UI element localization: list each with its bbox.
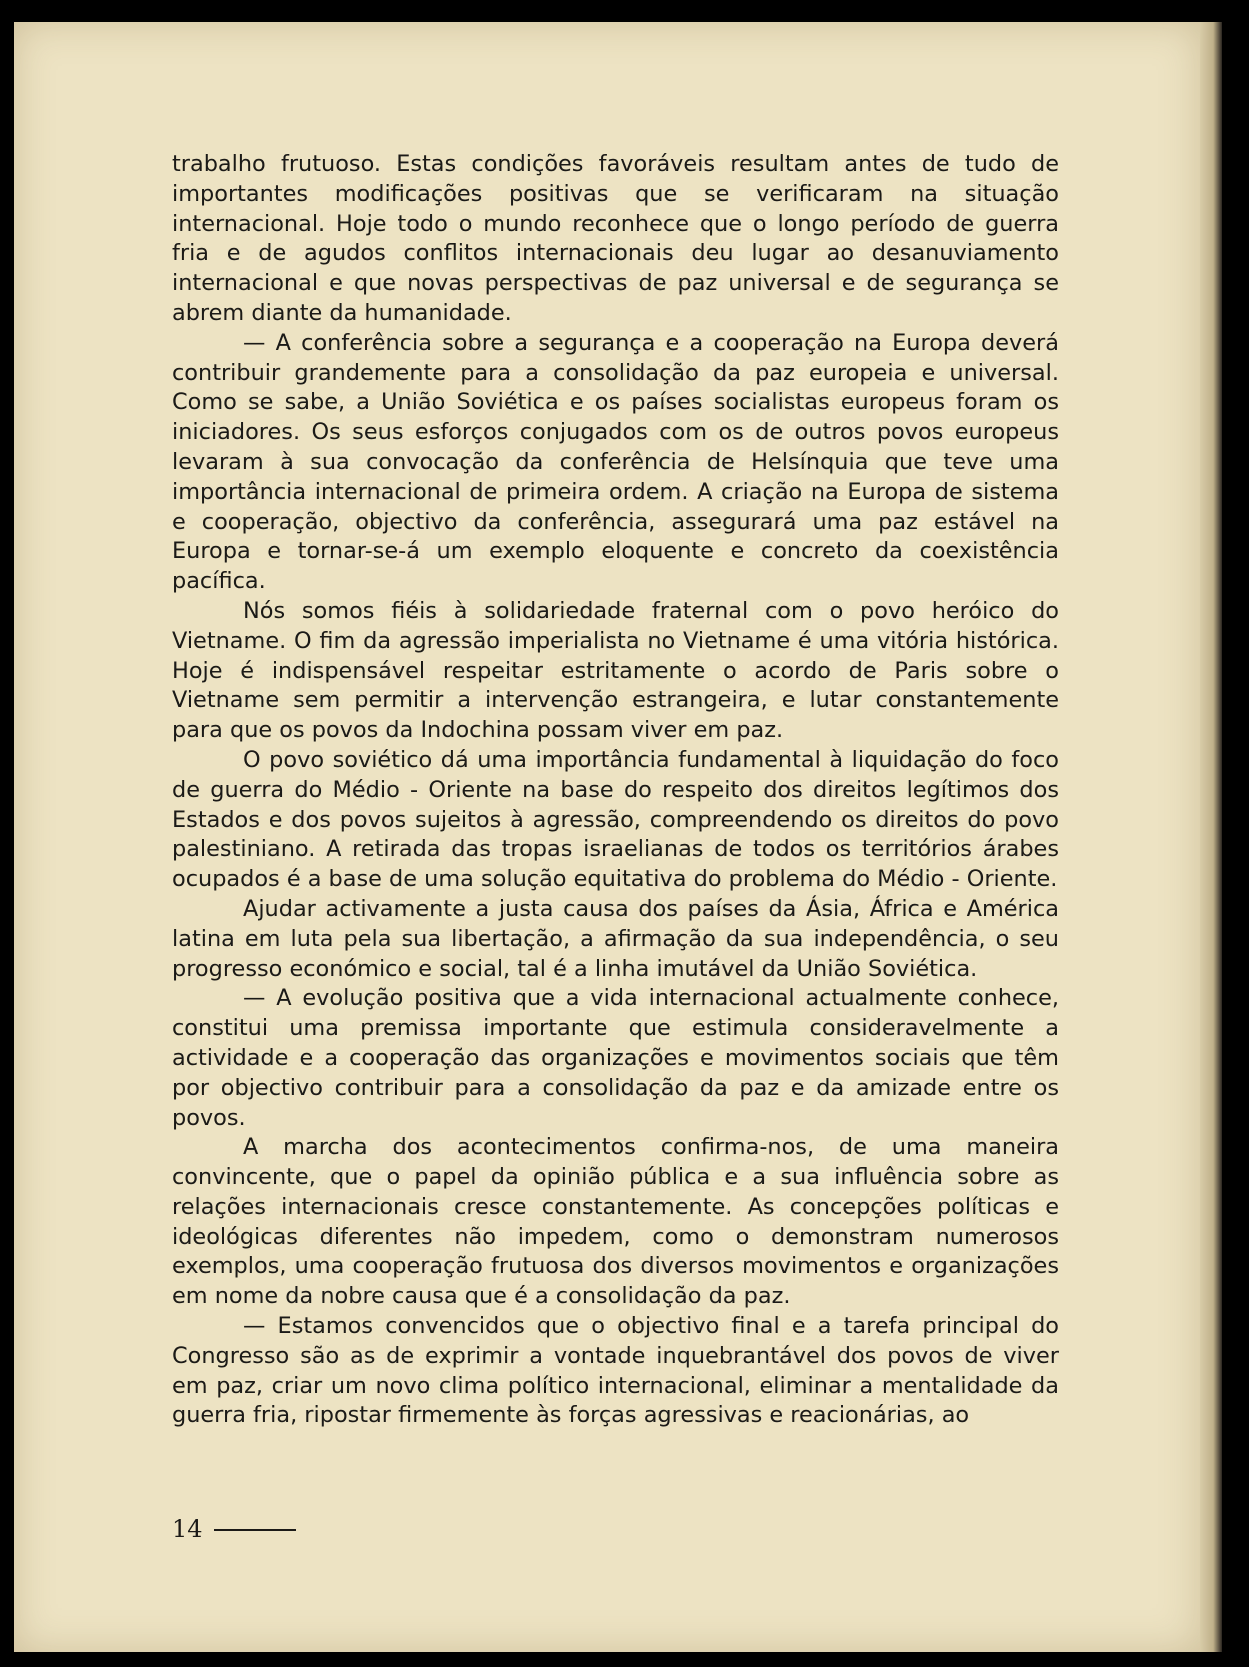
paragraph: — A conferência sobre a segurança e a cooperação na Europa deverá contribuir grandemente para a consolidação da paz europeia e universal. Como se sabe, a União Soviética e os países socialistas europeus foram os iniciadores. Os seus esforços conjugados com os de outros povos europeus levaram à sua convocação da conferência de Helsínquia que teve uma importância internacional de primeira ordem. A criação na Europa de sistema e cooperação, objectivo da conferência, assegurará uma paz estável na Europa e tornar-se-á um exemplo eloquente e concreto da coexistência pacífica. — [172, 329, 1059, 595]
paragraph: trabalho frutuoso. Estas condições favoráveis resultam antes de tudo de importantes modificações positivas que se verificaram na situação internacional. Hoje todo o mundo reconhece que o longo período de guerra fria e de agudos conflitos internacionais deu lugar ao desanuviamento internacional e que novas perspectivas de paz universal e de segurança se abrem diante da humanidade. — [172, 151, 1059, 326]
paragraph: Nós somos fiéis à solidariedade fraternal com o povo heróico do Vietname. O fim da agressão imperialista no Vietname é uma vitória histórica. Hoje é indispensável respeitar estritamente o acordo de Paris sobre o Vietname sem permitir a intervenção estrangeira, e lutar constantemente para que os povos da Indochina possam viver em paz. — [172, 597, 1059, 744]
paragraph: O povo soviético dá uma importância fundamental à liquidação do foco de guerra do Médio - Oriente na base do respeito dos direitos legítimos dos Estados e dos povos sujeitos à agressão, compreendendo os direitos do povo palestiniano. A retirada das tropas israelianas de todos os territórios árabes ocupados é a base de uma solução equitativa do problema do Médio - Oriente. — [172, 746, 1059, 893]
book-spine — [1200, 22, 1222, 1652]
page-number: 14 — [172, 1515, 203, 1543]
paragraph: — Estamos convencidos que o objectivo final e a tarefa principal do Congresso são as de exprimir a vontade inquebrantável dos povos de viver em paz, criar um novo clima político internacional, eliminar a mentalidade da guerra fria, ripostar firmemente às forças agressivas e reacionárias, ao — [172, 1313, 1059, 1429]
body-text — [172, 150, 1059, 1431]
paragraph: — A evolução positiva que a vida internacional actualmente conhece, constitui uma premissa importante que estimula consideravelmente a actividade e a cooperação das organizações e movimentos sociais que têm por objectivo contribuir para a consolidação da paz e da amizade entre os povos. — [172, 985, 1059, 1131]
page-number-rule — [214, 1529, 296, 1531]
paragraph: A marcha dos acontecimentos confirma-nos, de uma maneira convincente, que o papel da opinião pública e a sua influência sobre as relações internacionais cresce constantemente. As concepções políticas e ideológicas diferentes não impedem, como o demonstram numerosos exemplos, uma cooperação frutuosa dos diversos movimentos e organizações em nome da nobre causa que é a consolidação da paz. — [172, 1134, 1059, 1310]
paragraph: Ajudar activamente a justa causa dos países da Ásia, África e América latina em luta pela sua libertação, a afirmação da sua independência, o seu progresso económico e social, tal é a linha imutável da União Soviética. — [172, 895, 1059, 982]
